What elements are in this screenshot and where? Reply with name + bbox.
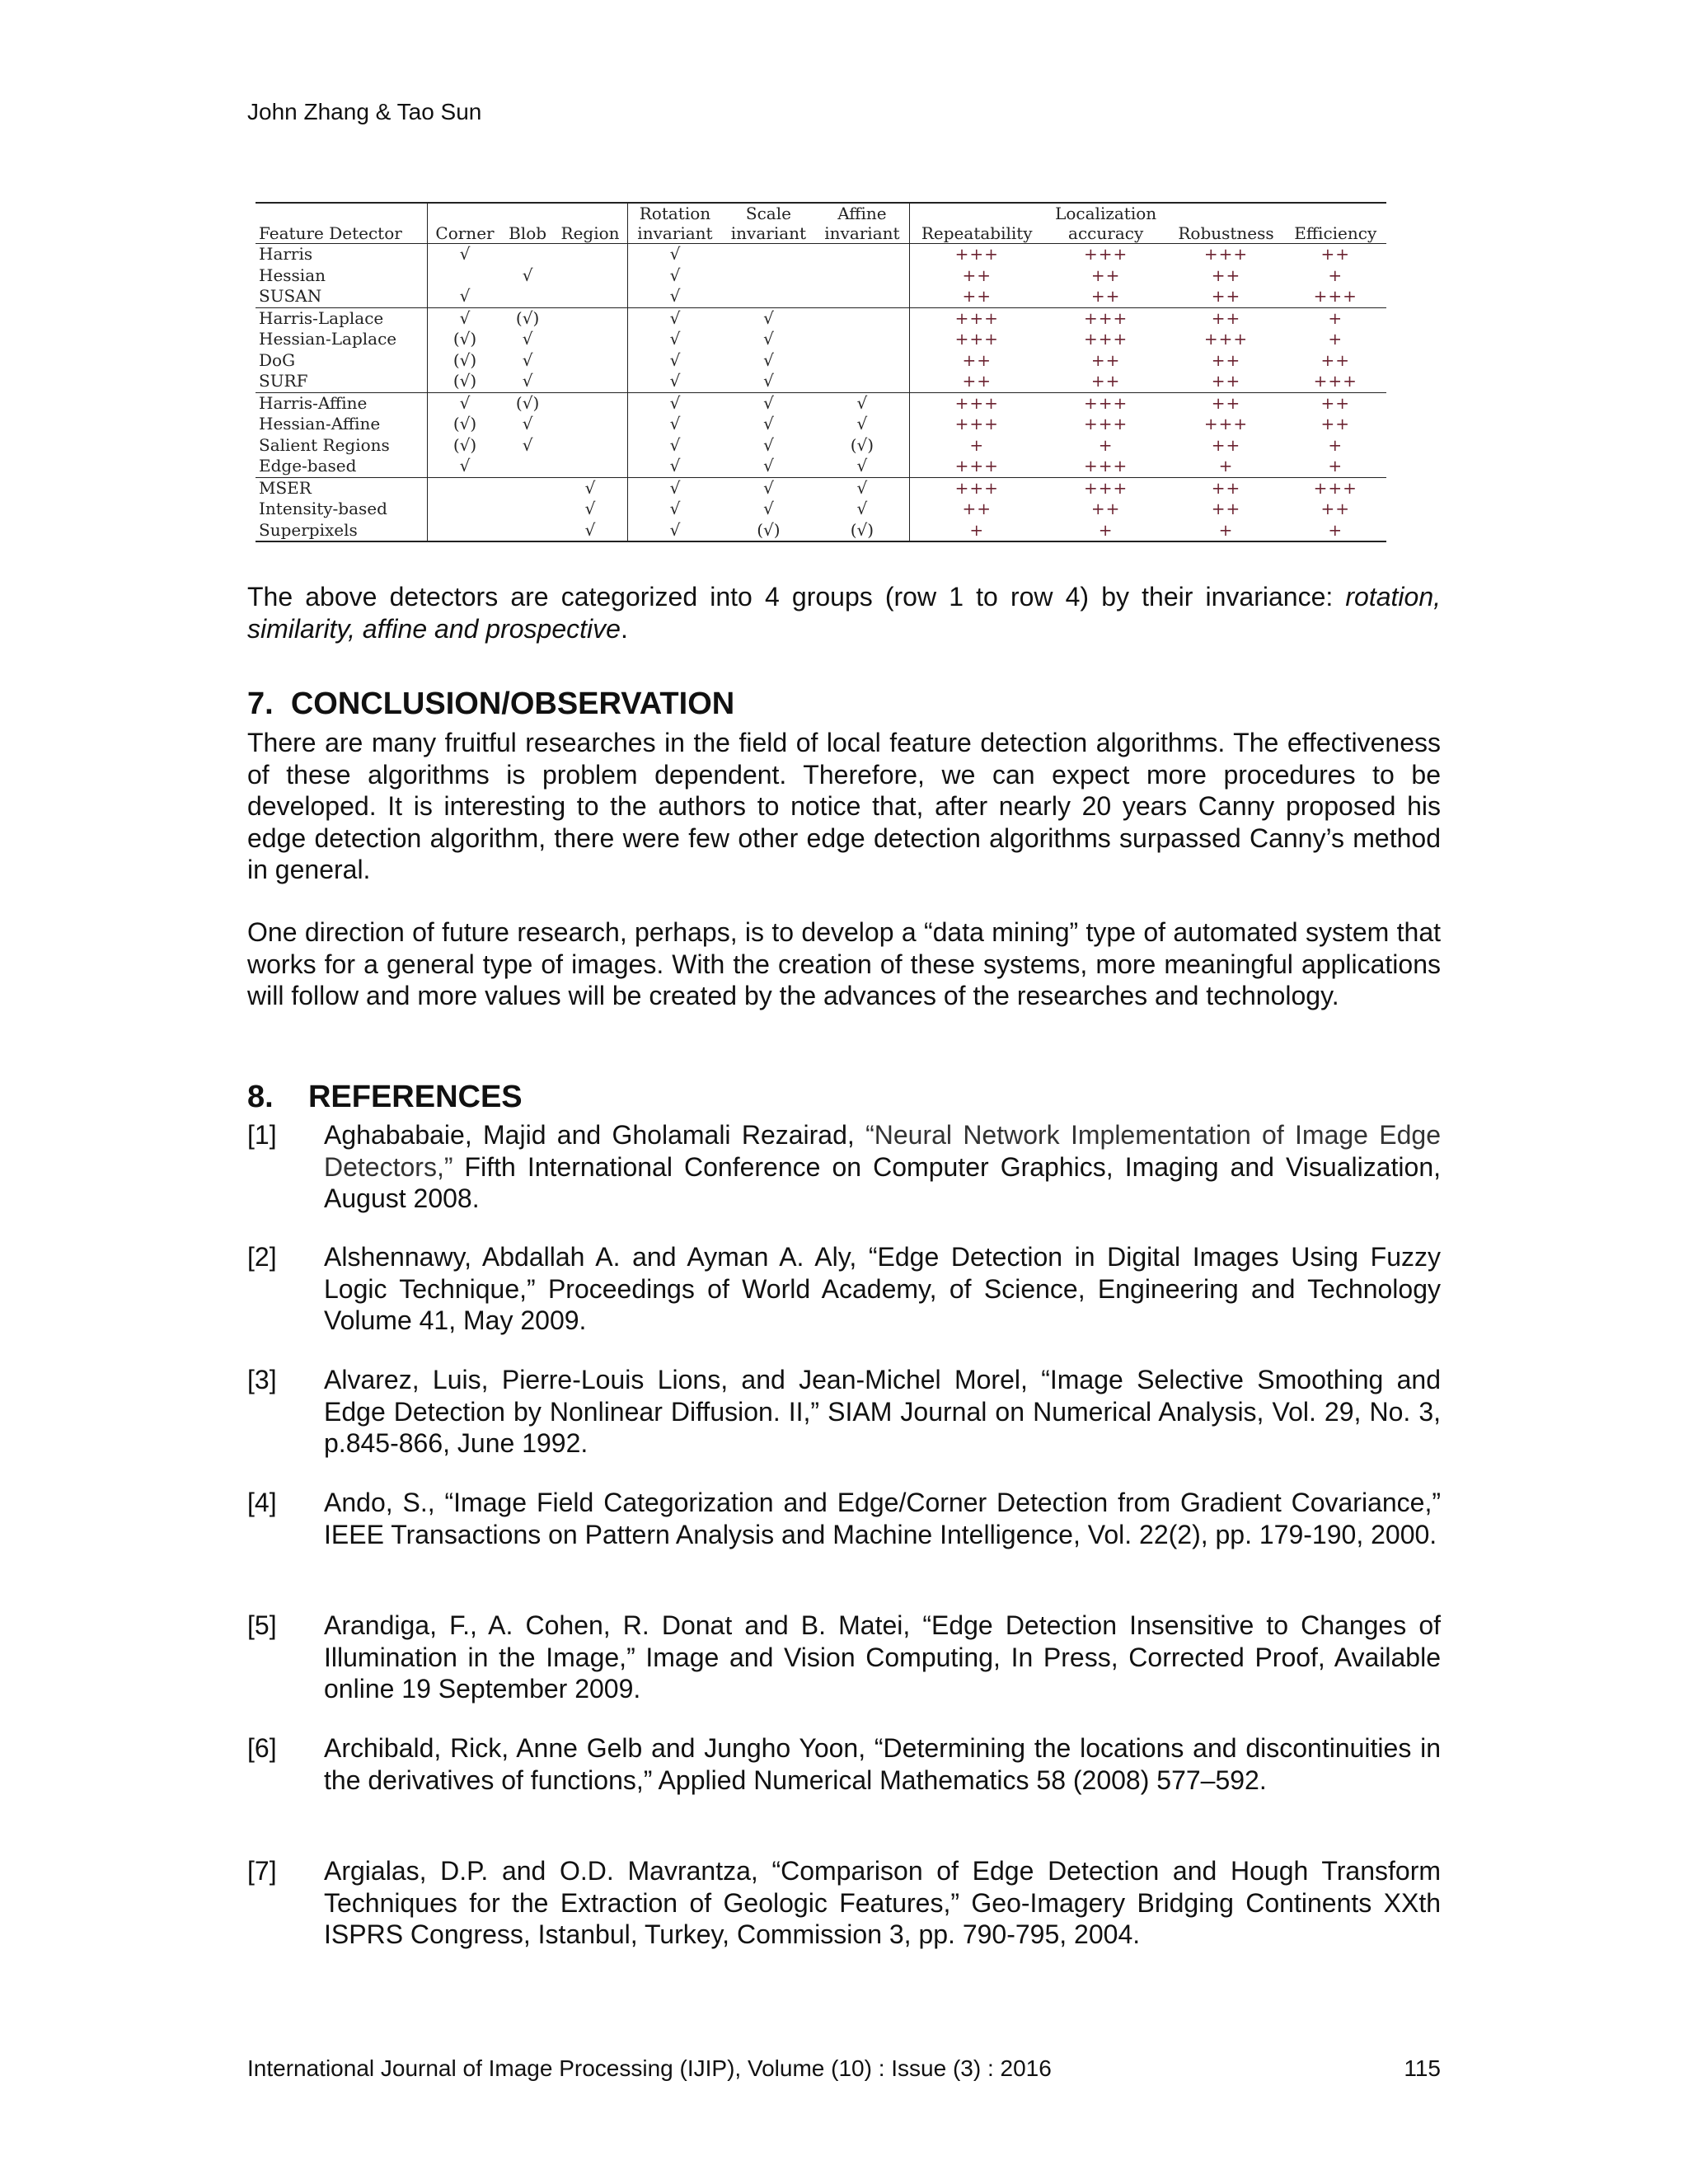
blob-mark: [502, 244, 553, 265]
blob-mark: √: [522, 371, 533, 391]
detector-name: Edge-based: [256, 456, 427, 477]
reference-item: [247, 1119, 1441, 1215]
rotation-mark: √: [669, 499, 681, 518]
efficiency-rating: +: [1285, 307, 1386, 329]
rotation-mark: √: [669, 434, 681, 455]
robustness-rating: +++: [1203, 329, 1249, 349]
localization-rating: ++: [1090, 499, 1121, 518]
scale-mark: √: [763, 349, 774, 370]
affine-mark: [815, 286, 909, 307]
affine-mark: [815, 371, 909, 392]
detector-name: Harris: [256, 244, 427, 265]
region-mark: [553, 307, 628, 329]
localization-rating: +++: [1044, 307, 1168, 329]
blob-mark: [502, 499, 553, 520]
affine-mark: √: [815, 414, 909, 435]
robustness-rating: +: [1218, 456, 1234, 476]
reference-number: [1]: [247, 1120, 277, 1150]
table-row: [256, 265, 1386, 287]
blob-mark: √: [522, 329, 533, 349]
region-mark: √: [553, 477, 628, 499]
reference-text: Arandiga, F., A. Cohen, R. Donat and B. Matei, “Edge Detection Insensitive to Changes of Illumination in the Image,” Image and Vision Computing, In Press, Corrected Proof, Available online 19 September 2009.: [324, 1610, 1441, 1704]
robustness-rating: ++: [1211, 265, 1241, 285]
repeatability-rating: +++: [909, 477, 1044, 499]
scale-mark: √: [763, 456, 774, 476]
corner-mark: [427, 477, 502, 499]
efficiency-rating: +: [1328, 434, 1343, 455]
reference-title: “Neural Network Implementation of Image Edge Detectors,”: [324, 1120, 1442, 1182]
detector-name: SUSAN: [256, 286, 427, 307]
reference-number: [2]: [247, 1242, 277, 1272]
table-group-1: [256, 244, 1386, 308]
efficiency-rating: ++: [1285, 244, 1386, 265]
col-rotation-line1: Rotation: [639, 204, 711, 223]
affine-mark: [815, 329, 909, 350]
table-row: [256, 244, 1386, 265]
section-7-paragraph-2: One direction of future research, perhaps, is to develop a “data mining” type of automated system that works for a general type of images. With the creation of these systems, more meaningful applications will follow and more values will be created by the advances of the researches and technology.: [247, 917, 1441, 1010]
col-affine-line1: Affine: [815, 203, 909, 223]
affine-mark: [815, 265, 909, 287]
robustness-rating: ++: [1168, 477, 1285, 499]
reference-item: [247, 1855, 1441, 1951]
table-row: [256, 520, 1386, 542]
region-mark: [553, 265, 628, 287]
reference-item: [247, 1732, 1441, 1796]
table-row: [256, 499, 1386, 520]
region-mark: [553, 329, 628, 350]
caption-end: .: [620, 613, 628, 644]
affine-mark: √: [815, 456, 909, 477]
corner-mark: [427, 499, 502, 520]
col-scale-line1: Scale: [745, 204, 791, 223]
scale-mark: [722, 244, 815, 265]
robustness-rating: ++: [1211, 286, 1241, 306]
efficiency-rating: +: [1328, 329, 1343, 349]
reference-item: [247, 1364, 1441, 1460]
localization-rating: +: [1098, 519, 1114, 540]
robustness-rating: ++: [1211, 349, 1241, 370]
section-7-number: 7.: [247, 687, 274, 721]
rotation-mark: √: [628, 244, 722, 265]
reference-item: [247, 1241, 1441, 1337]
repeatability-rating: +: [969, 434, 985, 455]
affine-mark: (√): [815, 520, 909, 542]
repeatability-rating: ++: [962, 286, 992, 306]
corner-mark: (√): [452, 349, 477, 370]
localization-rating: +++: [1044, 392, 1168, 414]
robustness-rating: +: [1218, 519, 1234, 540]
table-row: [256, 371, 1386, 392]
robustness-rating: ++: [1211, 371, 1241, 391]
reference-item: [247, 1610, 1441, 1705]
col-robustness: Robustness: [1168, 223, 1285, 244]
blob-mark: [502, 477, 553, 499]
corner-mark: [427, 520, 502, 542]
scale-mark: √: [722, 477, 815, 499]
corner-mark: √: [459, 456, 471, 476]
section-7-heading: [247, 687, 734, 722]
corner-mark: √: [459, 286, 471, 306]
localization-rating: ++: [1090, 286, 1121, 306]
region-mark: √: [553, 499, 628, 520]
corner-mark: √: [427, 244, 502, 265]
detector-name: Harris-Affine: [256, 392, 427, 414]
table-row: [256, 435, 1386, 457]
rotation-mark: √: [628, 477, 722, 499]
region-mark: [553, 435, 628, 457]
affine-mark: [815, 244, 909, 265]
robustness-rating: ++: [1168, 392, 1285, 414]
table-row: [256, 286, 1386, 307]
reference-text: Ando, S., “Image Field Categorization and Edge/Corner Detection from Gradient Covariance,” IEEE Transactions on Pattern Analysis and Machine Intelligence, Vol. 22(2), pp. 179-190, 2000.: [324, 1488, 1441, 1549]
repeatability-rating: +++: [954, 414, 999, 434]
table-row: [256, 477, 1386, 499]
reference-number: [4]: [247, 1488, 277, 1517]
table-group-4: [256, 477, 1386, 541]
affine-mark: √: [815, 499, 909, 520]
col-blob: Blob: [502, 223, 553, 244]
rotation-mark: √: [669, 456, 681, 476]
reference-number: [7]: [247, 1856, 277, 1886]
detector-name: Hessian-Laplace: [256, 329, 427, 350]
reference-authors: Aghababaie, Majid and Gholamali Rezairad,: [324, 1120, 866, 1150]
detector-name: Superpixels: [256, 520, 427, 542]
repeatability-rating: +++: [909, 392, 1044, 414]
col-corner: Corner: [427, 223, 502, 244]
blob-mark: [502, 286, 553, 307]
footer-journal: International Journal of Image Processing (IJIP), Volume (10) : Issue (3) : 2016: [247, 2055, 1052, 2081]
col-repeatability: Repeatability: [909, 223, 1044, 244]
scale-mark: (√): [757, 519, 781, 540]
reference-text: Archibald, Rick, Anne Gelb and Jungho Yoon, “Determining the locations and discontinuities in the derivatives of functions,” Applied Numerical Mathematics 58 (2008) 577–592.: [324, 1733, 1441, 1795]
affine-mark: √: [815, 392, 909, 414]
scale-mark: √: [763, 371, 774, 391]
region-mark: [553, 456, 628, 477]
detector-name: SURF: [256, 371, 427, 392]
localization-rating: +++: [1044, 244, 1168, 265]
page-footer: [247, 2055, 1441, 2082]
efficiency-rating: +: [1328, 456, 1343, 476]
detector-name: Harris-Laplace: [256, 307, 427, 329]
detector-name: Hessian: [256, 265, 427, 287]
repeatability-rating: +: [969, 519, 985, 540]
blob-mark: √: [522, 265, 533, 285]
table-group-3: [256, 392, 1386, 477]
affine-mark: (√): [815, 435, 909, 457]
rotation-mark: √: [669, 329, 681, 349]
robustness-rating: ++: [1211, 434, 1241, 455]
corner-mark: (√): [452, 329, 477, 349]
reference-item: [247, 1487, 1441, 1550]
robustness-rating: +++: [1203, 414, 1249, 434]
localization-rating: +++: [1084, 414, 1128, 434]
running-head-authors: John Zhang & Tao Sun: [247, 99, 482, 124]
rotation-mark: √: [628, 392, 722, 414]
efficiency-rating: +: [1328, 519, 1343, 540]
detector-name: DoG: [256, 350, 427, 372]
rotation-mark: √: [628, 307, 722, 329]
detector-name: Intensity-based: [256, 499, 427, 520]
section-8-title: REFERENCES: [307, 1080, 523, 1114]
repeatability-rating: ++: [962, 371, 992, 391]
col-efficiency: Efficiency: [1285, 223, 1386, 244]
efficiency-rating: +++: [1313, 371, 1357, 391]
col-region: Region: [553, 223, 628, 244]
localization-rating: ++: [1090, 349, 1121, 370]
feature-detector-table: [256, 202, 1386, 542]
repeatability-rating: +++: [954, 329, 999, 349]
corner-mark: [427, 265, 502, 287]
rotation-mark: √: [669, 349, 681, 370]
affine-mark: √: [815, 477, 909, 499]
robustness-rating: +++: [1168, 244, 1285, 265]
scale-mark: √: [763, 414, 774, 434]
repeatability-rating: ++: [962, 265, 992, 285]
detector-name: Hessian-Affine: [256, 414, 427, 435]
col-localization-line1: Localization: [1055, 204, 1157, 223]
table-row: [256, 329, 1386, 350]
robustness-rating: ++: [1168, 307, 1285, 329]
section-8-number: 8.: [247, 1080, 274, 1114]
caption-emphasis: rotation, similarity, affine and prospective: [247, 582, 1441, 644]
detector-name: Salient Regions: [256, 435, 427, 457]
detector-name: MSER: [256, 477, 427, 499]
efficiency-rating: +++: [1285, 477, 1386, 499]
scale-mark: √: [722, 307, 815, 329]
reference-text: Alshennawy, Abdallah A. and Ayman A. Aly, “Edge Detection in Digital Images Using Fuzzy Logic Technique,” Proceedings of World Academy, of Science, Engineering and Technology Volume 41, May 2009.: [324, 1242, 1441, 1335]
blob-mark: (√): [502, 392, 553, 414]
corner-mark: (√): [452, 371, 477, 391]
corner-mark: (√): [452, 414, 477, 434]
repeatability-rating: +++: [954, 456, 999, 476]
repeatability-rating: +++: [909, 307, 1044, 329]
affine-mark: [815, 307, 909, 329]
blob-mark: [502, 520, 553, 542]
corner-mark: √: [427, 307, 502, 329]
region-mark: [553, 286, 628, 307]
localization-rating: +++: [1084, 329, 1128, 349]
repeatability-rating: +++: [909, 244, 1044, 265]
table-row: [256, 414, 1386, 435]
col-affine-line2: invariant: [815, 223, 909, 244]
corner-mark: √: [427, 392, 502, 414]
scale-mark: √: [763, 499, 774, 518]
scale-mark: √: [722, 392, 815, 414]
col-localization-line2: accuracy: [1044, 223, 1168, 244]
blob-mark: [502, 456, 553, 477]
scale-mark: [722, 286, 815, 307]
blob-mark: √: [522, 434, 533, 455]
repeatability-rating: ++: [962, 499, 992, 518]
reference-venue: Fifth International Conference on Computer Graphics, Imaging and Visualization, August 2008.: [324, 1151, 1441, 1213]
scale-mark: √: [763, 329, 774, 349]
region-mark: [553, 350, 628, 372]
rotation-mark: √: [669, 371, 681, 391]
localization-rating: +: [1098, 434, 1114, 455]
region-mark: √: [553, 520, 628, 542]
region-mark: [553, 414, 628, 435]
col-feature-detector: Feature Detector: [256, 223, 427, 244]
table-row: [256, 456, 1386, 477]
blob-mark: (√): [502, 307, 553, 329]
reference-text: [324, 1119, 1441, 1215]
efficiency-rating: +++: [1313, 286, 1357, 306]
table-row: [256, 350, 1386, 372]
caption-text: The above detectors are categorized into 4 groups (row 1 to row 4) by their invariance:: [247, 582, 1346, 612]
blob-mark: √: [522, 349, 533, 370]
reference-number: [6]: [247, 1733, 277, 1763]
reference-text: Alvarez, Luis, Pierre-Louis Lions, and Jean-Michel Morel, “Image Selective Smoothing and Edge Detection by Nonlinear Diffusion. II,” SIAM Journal on Numerical Analysis, Vol. 29, No. 3, p.845-866, June 1992.: [324, 1365, 1441, 1458]
table-group-2: [256, 307, 1386, 392]
region-mark: [553, 244, 628, 265]
efficiency-rating: +: [1328, 265, 1343, 285]
corner-mark: (√): [452, 434, 477, 455]
efficiency-rating: ++: [1320, 349, 1351, 370]
scale-mark: [722, 265, 815, 287]
localization-rating: +++: [1044, 477, 1168, 499]
scale-mark: √: [763, 434, 774, 455]
col-scale-line2: invariant: [722, 223, 815, 244]
region-mark: [553, 392, 628, 414]
section-7-title: CONCLUSION/OBSERVATION: [290, 687, 735, 721]
rotation-mark: √: [669, 519, 681, 540]
rotation-mark: √: [669, 265, 681, 285]
section-8-heading: [247, 1080, 523, 1115]
localization-rating: ++: [1090, 265, 1121, 285]
col-rotation-line2: invariant: [628, 223, 722, 244]
efficiency-rating: ++: [1285, 392, 1386, 414]
feature-detector-table-wrap: [256, 202, 1386, 542]
reference-number: [5]: [247, 1610, 277, 1640]
repeatability-rating: ++: [962, 349, 992, 370]
table-row: [256, 307, 1386, 329]
localization-rating: +++: [1084, 456, 1128, 476]
region-mark: [553, 371, 628, 392]
reference-text: Argialas, D.P. and O.D. Mavrantza, “Comparison of Edge Detection and Hough Transform Techniques for the Extraction of Geologic Features,” Geo-Imagery Bridging Continents XXth ISPRS Congress, Istanbul, Turkey, Commission 3, pp. 790-795, 2004.: [324, 1856, 1441, 1949]
reference-number: [3]: [247, 1365, 277, 1394]
efficiency-rating: ++: [1320, 414, 1351, 434]
robustness-rating: ++: [1211, 499, 1241, 518]
efficiency-rating: ++: [1320, 499, 1351, 518]
page-number: 115: [1404, 2055, 1441, 2081]
rotation-mark: √: [669, 286, 681, 306]
rotation-mark: √: [669, 414, 681, 434]
affine-mark: [815, 350, 909, 372]
section-7-paragraph-1: There are many fruitful researches in the field of local feature detection algorithms. The effectiveness of these algorithms is problem dependent. Therefore, we can expect more procedures to be developed. It is interesting to the authors to notice that, after nearly 20 years Canny proposed his edge detection algorithm, there were few other edge detection algorithms surpassed Canny’s method in general.: [247, 728, 1441, 884]
localization-rating: ++: [1090, 371, 1121, 391]
table-caption: [247, 581, 1441, 644]
blob-mark: √: [522, 414, 533, 434]
table-row: [256, 392, 1386, 414]
